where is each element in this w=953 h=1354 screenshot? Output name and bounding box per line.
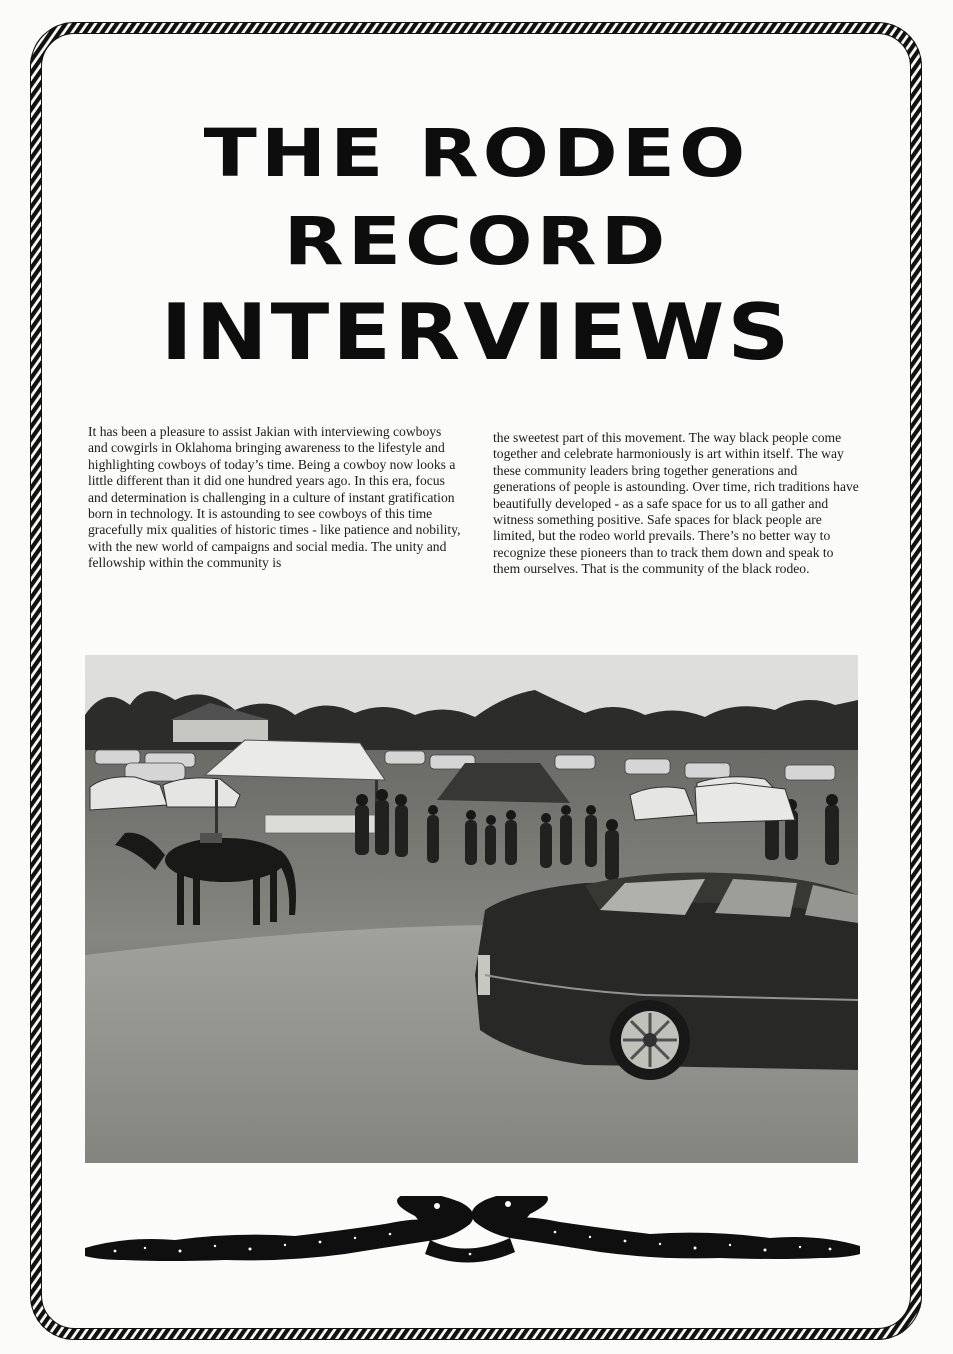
headline-line-3: INTERVIEWS	[160, 288, 793, 378]
article-column-left: It has been a pleasure to assist Jakian with interviewing cowboys and cowgirls in Oklahoma bringing awareness to the lifestyle and highlighting cowboys of today’s time. Being a cowboy now looks a little different than it did one hundred years ago. In this era, focus and determination is challenging in a culture of instant gratification born in technology. It is astounding to see cowboys of this time gracefully mix qualities of historic times - like patience and nobility, with the new world of campaigns and social media. The unity and fellowship within the community is	[88, 424, 461, 571]
article-column-right: the sweetest part of this movement. The way black people come together and celebrate harmoniously is art within itself. The way these community leaders bring together generations and generations of people is astounding. Over time, rich traditions have beautifully developed - as a safe space for us to all gather and witness something positive. Safe spaces for black people are limited, but the rodeo world prevails. There’s no better way to recognize these pioneers than to track them down and speak to them ourselves. That is the community of the black rodeo.	[493, 430, 859, 577]
rodeo-photo	[85, 655, 858, 1163]
headline-line-2: RECORD	[283, 203, 670, 281]
headline-line-1: THE RODEO	[203, 115, 750, 193]
two-snakes-ornament	[85, 1196, 860, 1276]
